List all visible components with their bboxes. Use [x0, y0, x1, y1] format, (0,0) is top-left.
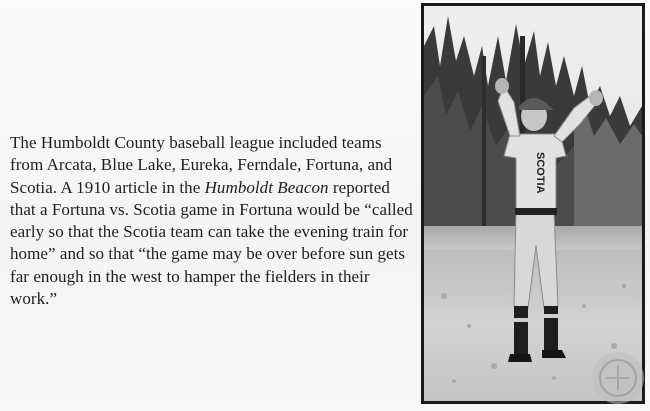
watermark-seal-icon [590, 350, 646, 406]
caption-text-end: reported that a Fortuna vs. Scotia game in Fortuna would be “called early so that the Scotia team can take the evening train for home” and so that “the game may be over before sun gets far enough in the west to hamper the fielders in their work.” [10, 177, 413, 309]
newspaper-title: Humboldt Beacon [204, 177, 329, 197]
jersey-lettering: SCOTIA [534, 152, 546, 194]
photo-caption [10, 132, 415, 310]
caption-text-start: The Humboldt County baseball league included teams from Arcata, Blue Lake, Eureka, Ferndale, Fortuna, and Scotia. A 1910 article in the [10, 133, 393, 197]
baseball-player-photo [424, 6, 642, 401]
